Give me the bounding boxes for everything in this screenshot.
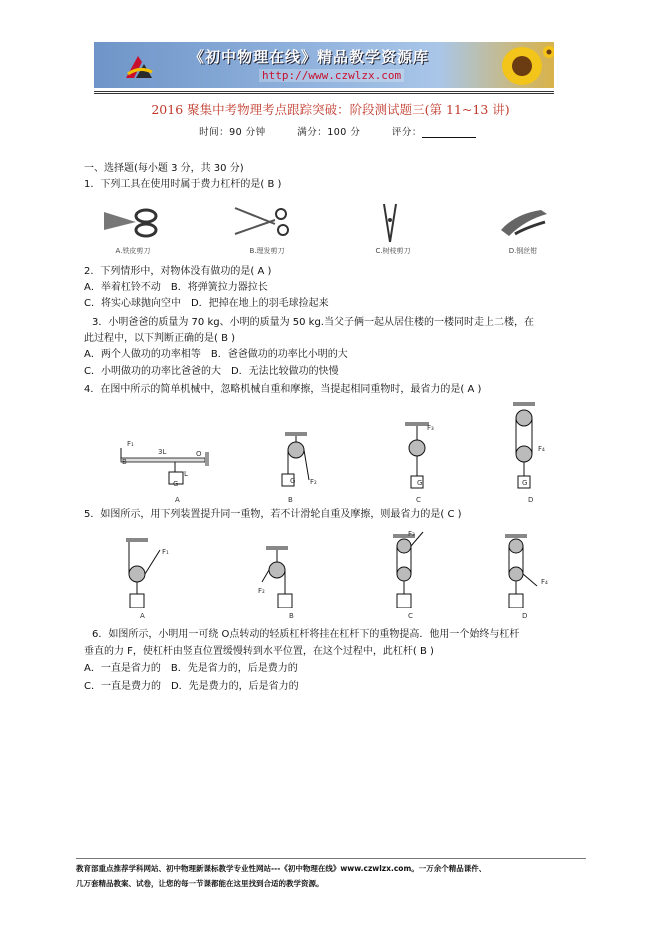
q1-tools-figure <box>100 200 560 246</box>
option-label: D <box>528 496 534 504</box>
question-6-options: A．一直是省力的 B．先是省力的，后是费力的 <box>84 663 298 674</box>
force-label: F₂ <box>258 587 265 595</box>
pulley-diagram-c <box>393 532 423 608</box>
length-label: L <box>184 470 188 478</box>
score-label: 满分：100 分 <box>297 127 361 138</box>
question-3: 此过程中，以下判断正确的是( B ) <box>84 333 236 344</box>
question-6: 6．如图所示，小明用一可绕 O点转动的轻质杠杆将挂在杠杆下的重物提高．他用一个始终与杠杆 <box>92 629 520 640</box>
option-caption: B.理发剪刀 <box>249 247 285 255</box>
point-label: B <box>122 458 127 466</box>
option-label: A <box>175 496 180 504</box>
question-3-options: A．两个人做功的功率相等 B．爸爸做功的功率比小明的大 <box>84 349 348 360</box>
header-rule <box>94 91 554 92</box>
sheet-metal-shears-icon <box>104 210 156 236</box>
force-label: F₁ <box>127 440 134 448</box>
header-rule <box>94 93 554 94</box>
grade-label: 评分： <box>391 127 422 138</box>
footer-line: 教育部重点推荐学科网站、初中物理新课标教学专业性网站---《初中物理在线》www.czwlzx.com。一万余个精品课件、 <box>76 864 487 873</box>
option-label: A <box>140 612 145 620</box>
exam-meta <box>0 124 661 138</box>
weight-label: G <box>417 479 423 487</box>
pulley-diagram-b <box>262 546 292 608</box>
pulley-diagram-d <box>505 534 537 608</box>
question-2-options: C．将实心球抛向空中 D．把掉在地上的羽毛球捡起来 <box>84 298 329 309</box>
option-label: D <box>522 612 528 620</box>
option-label: B <box>288 496 293 504</box>
force-label: F₄ <box>538 445 545 453</box>
q4-machines-figure <box>115 402 555 502</box>
question-5: 5．如图所示，用下列装置提升同一重物，若不计滑轮自重及摩擦，则最省力的是( C ) <box>84 509 462 520</box>
force-label: F₄ <box>541 578 548 586</box>
footer-line: 几万套精品教案、试卷，让您的每一节课都能在这里找到合适的教学资源。 <box>76 879 324 888</box>
wire-pliers-icon <box>501 210 547 236</box>
header-banner <box>94 42 554 88</box>
branch-pruners-icon <box>384 204 396 242</box>
sunflower-icon <box>489 44 554 88</box>
option-caption: C.树枝剪刀 <box>375 247 411 255</box>
option-label: C <box>408 612 413 620</box>
weight-label: G <box>290 477 296 485</box>
pulley-diagram-b <box>282 432 309 486</box>
pivot-label: O <box>196 450 202 458</box>
time-label: 时间：90 分钟 <box>199 127 266 138</box>
question-2: 2．下列情形中，对物体没有做功的是( A ) <box>84 266 272 277</box>
banner-url[interactable]: http://www.czwlzx.com <box>259 69 404 82</box>
grade-blank <box>422 127 476 138</box>
force-label: F₂ <box>310 478 317 486</box>
force-label: F₃ <box>427 424 434 432</box>
weight-label: G <box>173 480 179 488</box>
weight-label: G <box>522 479 528 487</box>
banner-title: 《初中物理在线》精品教学资源库 <box>189 48 430 66</box>
page-title: 2016 聚集中考物理考点跟踪突破：阶段测试题三(第 11~13 讲) <box>151 102 510 117</box>
force-label: F₃ <box>408 530 415 538</box>
question-6: 垂直的力 F，使杠杆由竖直位置缓慢转到水平位置，在这个过程中，此杠杆( B ) <box>84 646 434 657</box>
question-6-options: C．一直是费力的 D．先是费力的，后是省力的 <box>84 681 299 692</box>
question-2-options: A．举着杠铃不动 B．将弹簧拉力器拉长 <box>84 282 268 293</box>
question-4: 4．在图中所示的简单机械中，忽略机械自重和摩擦，当提起相同重物时，最省力的是( A ) <box>84 384 482 395</box>
q5-pulleys-figure <box>120 528 540 608</box>
hair-scissors-icon <box>235 208 288 235</box>
pulley-diagram-d <box>513 402 535 488</box>
site-logo-icon <box>124 52 154 80</box>
length-label: 3L <box>158 448 167 456</box>
footer-rule <box>76 858 586 859</box>
question-3-options: C．小明做功的功率比爸爸的大 D．无法比较做功的快慢 <box>84 366 339 377</box>
question-1: 1．下列工具在使用时属于费力杠杆的是( B ) <box>84 179 282 190</box>
option-label: B <box>289 612 294 620</box>
option-label: C <box>416 496 421 504</box>
option-caption: A.铁皮剪刀 <box>115 247 151 255</box>
question-3: 3．小明爸爸的质量为 70 kg、小明的质量为 50 kg.当父子俩一起从居住楼的一楼同时走上二楼，在 <box>92 317 534 328</box>
pulley-diagram-a <box>126 538 160 608</box>
section-heading: 一、选择题(每小题 3 分，共 30 分) <box>84 163 244 174</box>
option-caption: D.钢丝钳 <box>508 247 538 255</box>
force-label: F₁ <box>162 548 169 556</box>
